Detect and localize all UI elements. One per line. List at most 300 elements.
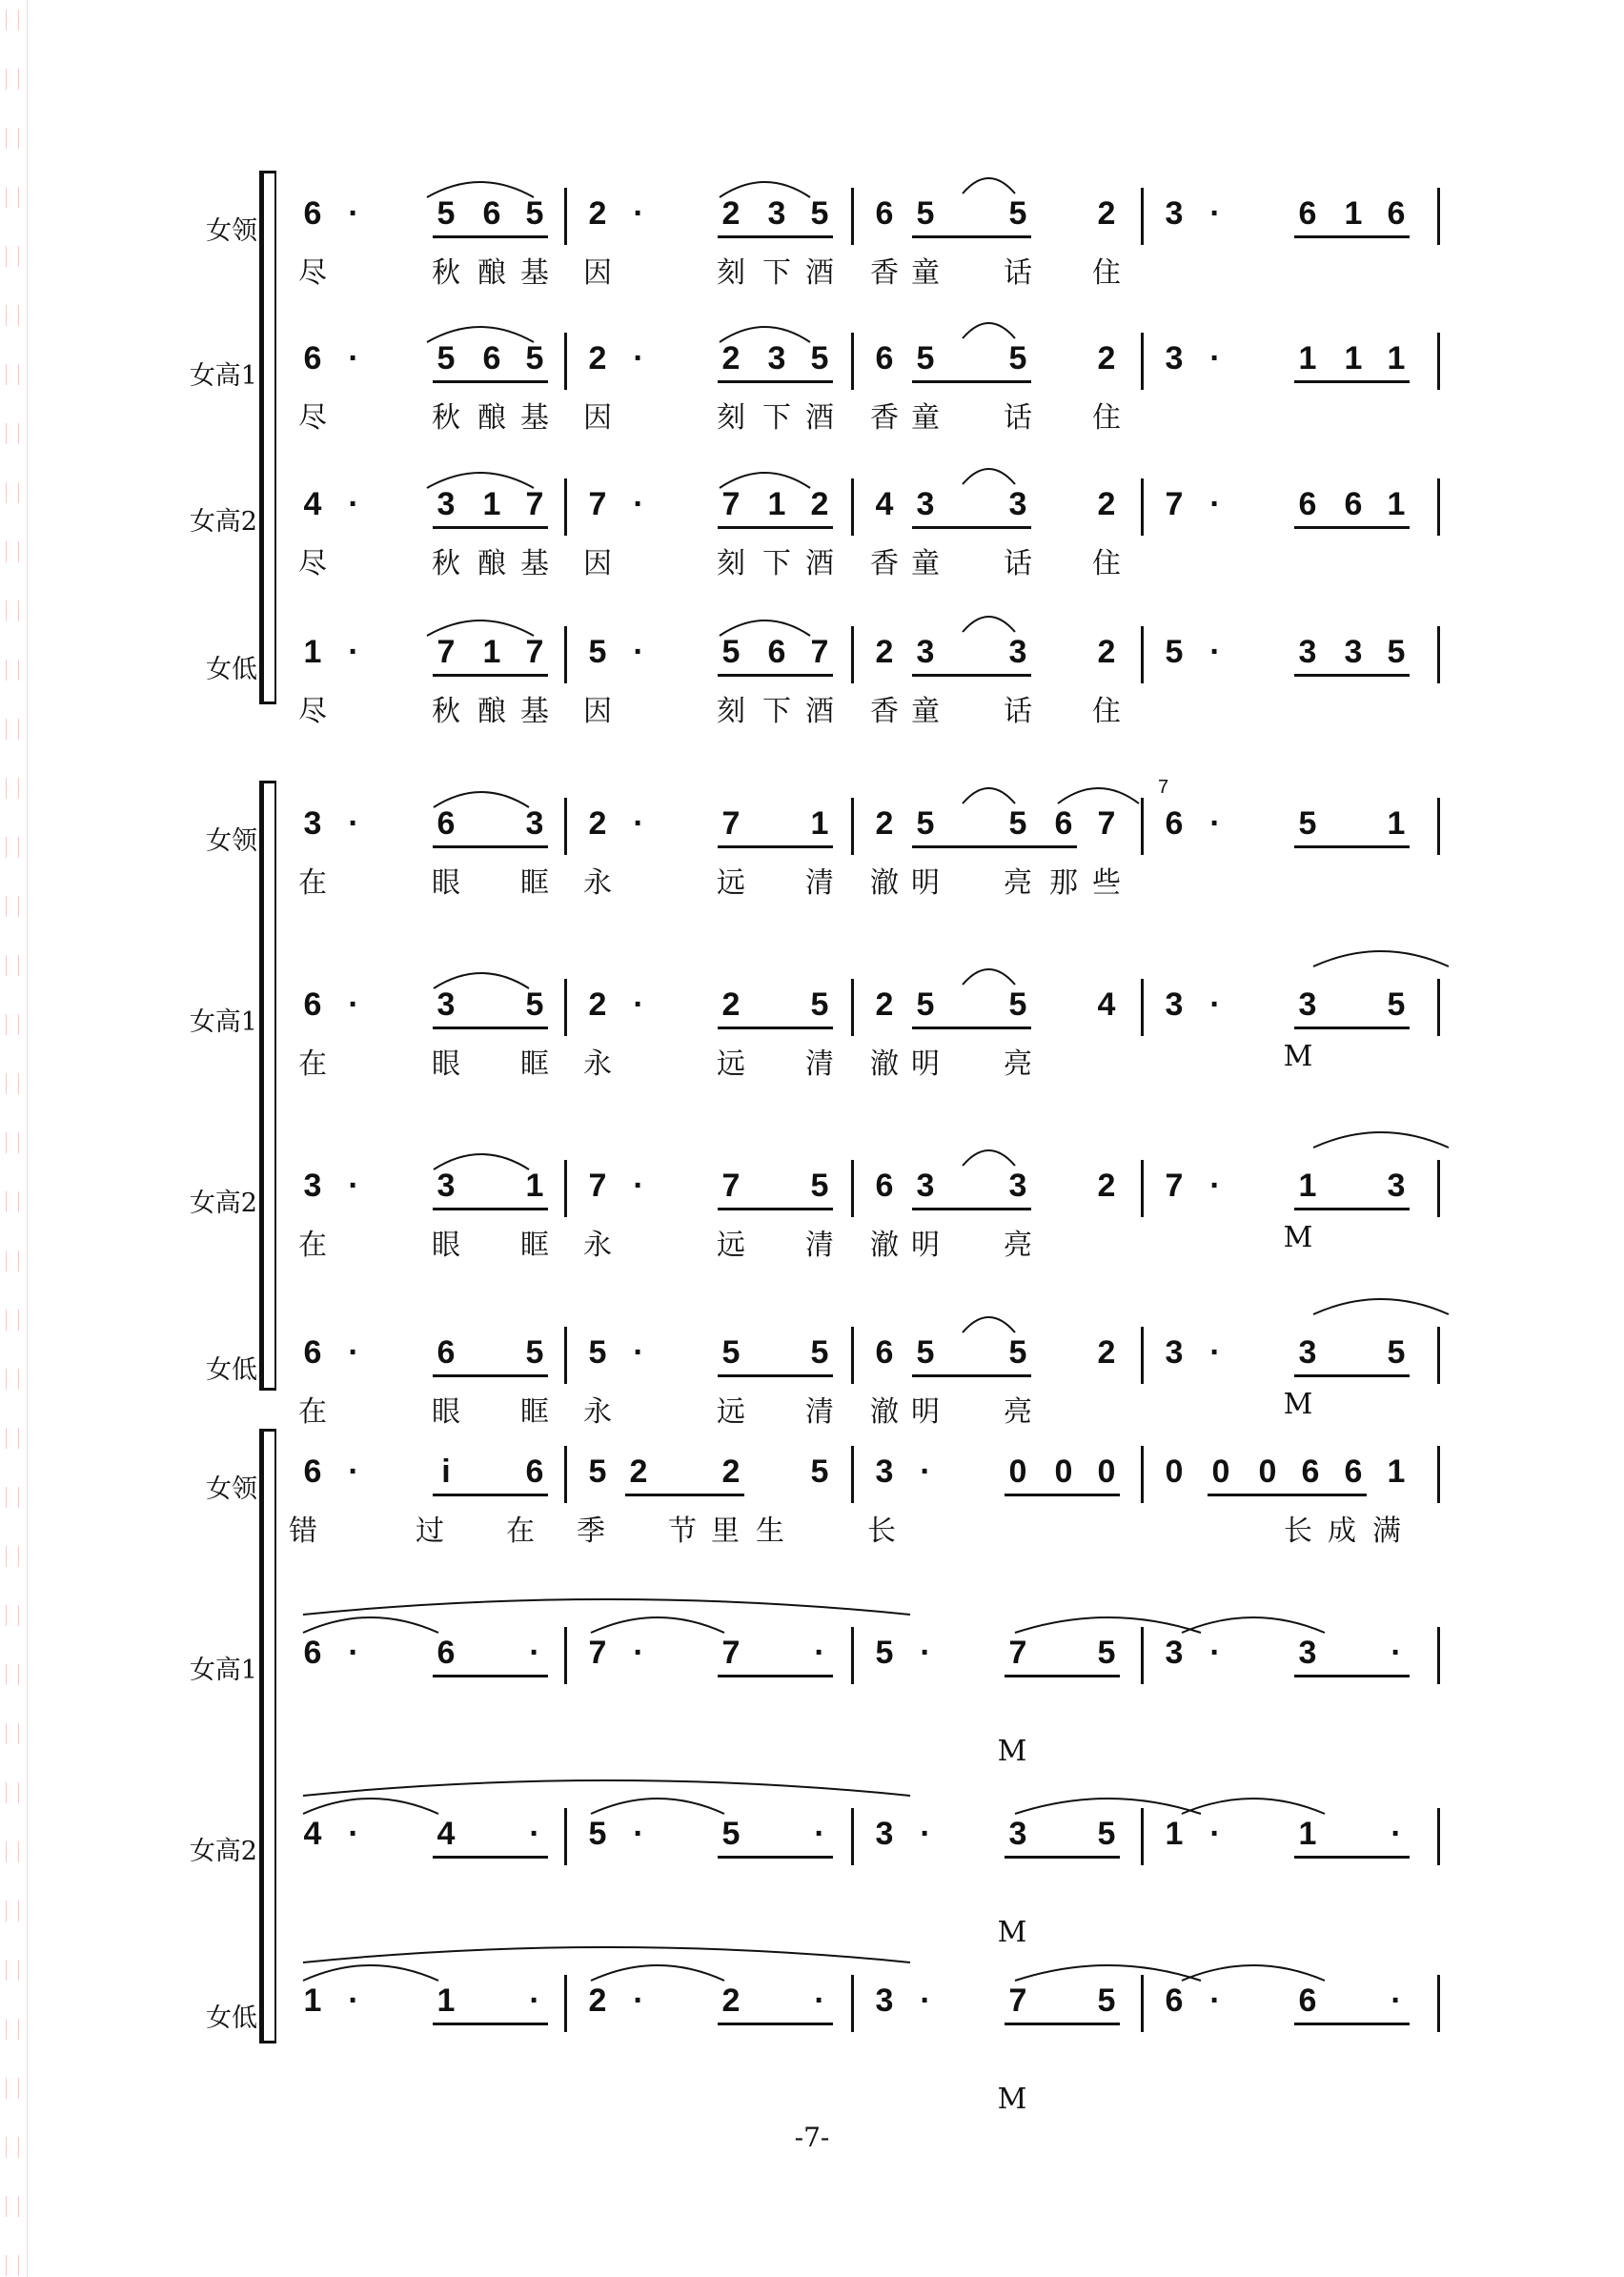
lyric-char: 远: [717, 1395, 745, 1429]
lyric-char: 满: [1372, 1515, 1401, 1548]
note: 3: [1165, 1635, 1184, 1671]
note: ·: [920, 1635, 931, 1671]
note: ·: [633, 1334, 644, 1371]
lyric-char: 澈: [870, 1047, 899, 1081]
note: 0: [1097, 1454, 1116, 1490]
part-label: 女低: [206, 655, 257, 684]
note: 6: [1165, 1982, 1184, 2019]
note: 6: [1344, 1454, 1363, 1490]
note: 5: [588, 634, 607, 670]
note: 5: [525, 986, 544, 1023]
slur: [303, 1947, 910, 1962]
note: 0: [1165, 1454, 1184, 1490]
note: 7: [436, 634, 456, 670]
lyric-char: 因: [583, 547, 612, 580]
note: 1: [303, 1982, 322, 2019]
note: 4: [303, 486, 322, 522]
note: ·: [348, 1454, 359, 1490]
note: 3: [1298, 986, 1317, 1023]
note: 1: [1387, 805, 1406, 842]
lyric-char: 香: [870, 695, 899, 728]
lyric-char: 眼: [432, 1047, 460, 1081]
note: 6: [303, 195, 322, 232]
note: 7: [588, 1635, 607, 1671]
note: ·: [348, 1334, 359, 1371]
note: 4: [303, 1816, 322, 1852]
part-label: 女低: [206, 2003, 257, 2033]
note: ·: [348, 195, 359, 232]
note: ·: [348, 1635, 359, 1671]
note: 7: [525, 634, 544, 670]
note: 7: [721, 486, 741, 522]
lyric-char: 澈: [870, 1229, 899, 1262]
note: 1: [1298, 340, 1317, 376]
note: 2: [588, 195, 607, 232]
note: ·: [633, 1168, 644, 1204]
note: ·: [1209, 486, 1221, 522]
note: ·: [348, 340, 359, 376]
note: 2: [875, 986, 894, 1023]
lyric-char: 明: [911, 1047, 940, 1081]
slur: [591, 1965, 724, 1981]
note: 1: [1344, 195, 1363, 232]
lyric-char: 明: [911, 866, 940, 900]
note: 2: [588, 340, 607, 376]
lyric-char: M: [1283, 1388, 1313, 1421]
note: ·: [348, 486, 359, 522]
note: 2: [721, 1454, 741, 1490]
note: ·: [1391, 1816, 1402, 1852]
lyric-char: 成: [1328, 1515, 1356, 1548]
lyric-char: 酿: [477, 401, 506, 435]
note: 2: [588, 1982, 607, 2019]
note: 5: [588, 1816, 607, 1852]
note: 3: [1387, 1168, 1406, 1204]
note: 6: [1298, 195, 1317, 232]
note: ·: [814, 1635, 825, 1671]
lyric-char: 亮: [1004, 866, 1032, 900]
lyric-char: 眼: [432, 1395, 460, 1429]
note: ·: [814, 1982, 825, 2019]
note: 1: [482, 486, 501, 522]
note: 6: [436, 805, 456, 842]
note: 2: [1097, 486, 1116, 522]
lyric-char: 刻: [717, 547, 745, 580]
lyric-char: 眼: [432, 866, 460, 900]
note: 6: [1054, 805, 1073, 842]
slur: [303, 1965, 438, 1981]
lyric-char: 明: [911, 1395, 940, 1429]
slur: [1015, 1965, 1201, 1981]
lyric-char: 酒: [805, 695, 834, 728]
note: 5: [721, 634, 741, 670]
note: ·: [348, 634, 359, 670]
note: 6: [1344, 486, 1363, 522]
note: 7: [525, 486, 544, 522]
note: 3: [1165, 1334, 1184, 1371]
part-label: 女高1: [189, 1007, 257, 1037]
note: 5: [525, 1334, 544, 1371]
lyric-char: 亮: [1004, 1229, 1032, 1262]
note: 4: [436, 1816, 456, 1852]
note: 1: [767, 486, 786, 522]
note: 5: [1008, 805, 1027, 842]
lyric-char: 长: [1284, 1515, 1312, 1548]
note: 7: [721, 1635, 741, 1671]
note: 5: [1298, 805, 1317, 842]
note: 2: [721, 1982, 741, 2019]
note: 6: [1301, 1454, 1320, 1490]
lyric-char: 童: [911, 695, 940, 728]
note: 6: [525, 1454, 544, 1490]
note: 1: [810, 805, 829, 842]
note: 1: [1387, 486, 1406, 522]
lyric-char: 酿: [477, 695, 506, 728]
lyric-char: 眶: [520, 866, 549, 900]
note: 6: [482, 195, 501, 232]
note: 6: [875, 195, 894, 232]
note: ·: [529, 1982, 540, 2019]
lyric-char: 香: [870, 401, 899, 435]
part-label: 女低: [206, 1355, 257, 1385]
lyric-char: 远: [717, 1047, 745, 1081]
note: 3: [875, 1982, 894, 2019]
note: ·: [633, 1635, 644, 1671]
note: 5: [1008, 195, 1027, 232]
note: 3: [916, 634, 935, 670]
note: 3: [875, 1816, 894, 1852]
note: 5: [810, 1168, 829, 1204]
note: 3: [525, 805, 544, 842]
part-label: 女高1: [189, 1656, 257, 1685]
note: ·: [1209, 340, 1221, 376]
note: 3: [1008, 486, 1027, 522]
lyric-char: 基: [520, 401, 549, 435]
note: 3: [916, 486, 935, 522]
lyric-char: 永: [583, 1229, 612, 1262]
lyric-char: 长: [867, 1515, 896, 1548]
note: 5: [810, 195, 829, 232]
note: 2: [1097, 1168, 1116, 1204]
note: 5: [810, 340, 829, 376]
note: 1: [1298, 1816, 1317, 1852]
lyric-char: 刻: [717, 695, 745, 728]
note: 2: [1097, 1334, 1116, 1371]
note: ·: [1209, 986, 1221, 1023]
lyric-char: 住: [1092, 547, 1121, 580]
lyric-char: 尽: [298, 256, 327, 290]
note: ·: [1209, 1982, 1221, 2019]
note: ·: [920, 1454, 931, 1490]
note: 3: [1298, 634, 1317, 670]
lyric-char: 澈: [870, 866, 899, 900]
note: 2: [810, 486, 829, 522]
lyric-char: 远: [717, 1229, 745, 1262]
note: 7: [588, 1168, 607, 1204]
note: ·: [1209, 634, 1221, 670]
lyric-char: M: [1283, 1221, 1313, 1254]
note: 5: [916, 195, 935, 232]
lyric-char: 永: [583, 1047, 612, 1081]
part-label: 女高2: [189, 1189, 257, 1218]
lyric-char: 在: [506, 1515, 535, 1548]
lyric-char: 眶: [520, 1229, 549, 1262]
note: 5: [525, 340, 544, 376]
note: 2: [721, 340, 741, 376]
note: 3: [436, 486, 456, 522]
note: 1: [1387, 340, 1406, 376]
note: 7: [1008, 1982, 1027, 2019]
lyric-char: 童: [911, 256, 940, 290]
lyric-char: 在: [298, 1395, 327, 1429]
lyric-char: M: [1283, 1040, 1313, 1073]
lyric-char: 清: [805, 1047, 834, 1081]
note: 5: [810, 1334, 829, 1371]
note: 6: [303, 986, 322, 1023]
note: 3: [1008, 634, 1027, 670]
lyric-char: 生: [756, 1515, 784, 1548]
lyric-char: 错: [289, 1515, 317, 1548]
note: ·: [1209, 1168, 1221, 1204]
lyric-char: 话: [1004, 256, 1032, 290]
note: 3: [767, 340, 786, 376]
lyric-char: 眶: [520, 1047, 549, 1081]
note: ·: [1209, 1816, 1221, 1852]
note: 3: [1344, 634, 1363, 670]
slur: [1182, 1965, 1325, 1981]
note: 2: [629, 1454, 648, 1490]
note: 5: [916, 986, 935, 1023]
lyric-char: 亮: [1004, 1395, 1032, 1429]
note: 3: [303, 805, 322, 842]
note: ·: [1209, 195, 1221, 232]
note: ·: [633, 986, 644, 1023]
lyric-char: 在: [298, 1229, 327, 1262]
lyric-char: 秋: [432, 695, 460, 728]
note: 6: [303, 1334, 322, 1371]
note: 2: [721, 986, 741, 1023]
note: ·: [348, 1816, 359, 1852]
lyric-char: 尽: [298, 401, 327, 435]
note: 7: [588, 486, 607, 522]
note: 7: [721, 1168, 741, 1204]
note: 2: [588, 805, 607, 842]
lyric-char: 香: [870, 547, 899, 580]
note: 2: [721, 195, 741, 232]
note: 6: [875, 340, 894, 376]
note: 3: [1165, 340, 1184, 376]
lyric-char: 话: [1004, 547, 1032, 580]
note: 4: [1097, 986, 1116, 1023]
note: 3: [1165, 986, 1184, 1023]
lyric-char: 酿: [477, 547, 506, 580]
note: ·: [1209, 1635, 1221, 1671]
lyric-char: 因: [583, 401, 612, 435]
note: 6: [436, 1334, 456, 1371]
note: 3: [875, 1454, 894, 1490]
note: 1: [1298, 1168, 1317, 1204]
lyric-char: 酒: [805, 401, 834, 435]
note: 2: [875, 634, 894, 670]
note: 3: [916, 1168, 935, 1204]
lyric-char: 住: [1092, 695, 1121, 728]
note: 5: [1008, 986, 1027, 1023]
note: 7: [1165, 1168, 1184, 1204]
lyric-char: 住: [1092, 401, 1121, 435]
grace-note: 7: [1158, 777, 1169, 798]
lyric-char: 些: [1092, 866, 1121, 900]
note: 6: [1298, 486, 1317, 522]
note: 1: [1165, 1816, 1184, 1852]
lyric-char: 下: [762, 547, 791, 580]
note: 5: [525, 195, 544, 232]
lyric-char: 永: [583, 866, 612, 900]
note: 0: [1211, 1454, 1230, 1490]
lyric-char: 话: [1004, 695, 1032, 728]
note: 2: [588, 986, 607, 1023]
lyric-char: 下: [762, 256, 791, 290]
note: ·: [633, 195, 644, 232]
note: ·: [633, 1816, 644, 1852]
note: ·: [633, 340, 644, 376]
lyric-char: 话: [1004, 401, 1032, 435]
lyric-char: 酒: [805, 256, 834, 290]
note: 1: [482, 634, 501, 670]
lyric-char: M: [997, 1735, 1027, 1768]
note: 5: [1097, 1635, 1116, 1671]
lyric-char: M: [997, 2083, 1027, 2116]
note: 5: [1008, 1334, 1027, 1371]
lyric-char: 明: [911, 1229, 940, 1262]
lyric-char: 住: [1092, 256, 1121, 290]
lyric-char: 远: [717, 866, 745, 900]
lyric-char: 下: [762, 401, 791, 435]
note: 5: [588, 1454, 607, 1490]
note: 3: [436, 986, 456, 1023]
lyric-char: 清: [805, 1229, 834, 1262]
note: 5: [1097, 1816, 1116, 1852]
note: 2: [1097, 195, 1116, 232]
note: 0: [1008, 1454, 1027, 1490]
note: 5: [916, 805, 935, 842]
note: 6: [303, 340, 322, 376]
note: 1: [1344, 340, 1363, 376]
lyric-char: 基: [520, 695, 549, 728]
lyric-char: 秋: [432, 401, 460, 435]
note: 5: [1008, 340, 1027, 376]
note: 1: [525, 1168, 544, 1204]
note: 5: [588, 1334, 607, 1371]
note: 3: [1008, 1168, 1027, 1204]
lyric-char: 基: [520, 547, 549, 580]
lyric-char: 永: [583, 1395, 612, 1429]
lyric-char: 眼: [432, 1229, 460, 1262]
lyric-char: 秋: [432, 547, 460, 580]
lyric-char: 里: [711, 1515, 740, 1548]
note: ·: [348, 986, 359, 1023]
lyric-char: 刻: [717, 256, 745, 290]
lyric-char: 尽: [298, 547, 327, 580]
note: ·: [1209, 1334, 1221, 1371]
note: 2: [875, 805, 894, 842]
note: 3: [1165, 195, 1184, 232]
note: 6: [1298, 1982, 1317, 2019]
part-label: 女高1: [189, 361, 257, 391]
part-label: 女领: [206, 1474, 257, 1504]
lyric-char: 因: [583, 695, 612, 728]
note: 5: [1387, 634, 1406, 670]
page-number: -7-: [794, 2122, 830, 2153]
note: 3: [1298, 1334, 1317, 1371]
note: 3: [1298, 1635, 1317, 1671]
part-label: 女领: [206, 826, 257, 856]
note: 5: [916, 340, 935, 376]
note: ·: [529, 1816, 540, 1852]
lyric-char: 基: [520, 256, 549, 290]
note: 1: [436, 1982, 456, 2019]
lyric-char: 秋: [432, 256, 460, 290]
lyric-char: 因: [583, 256, 612, 290]
note: 2: [1097, 340, 1116, 376]
lyric-char: 下: [762, 695, 791, 728]
note: 6: [875, 1334, 894, 1371]
part-label: 女高2: [189, 1837, 257, 1866]
note: ·: [1391, 1635, 1402, 1671]
note: 5: [1097, 1982, 1116, 2019]
part-label: 女领: [206, 216, 257, 246]
part-label: 女高2: [189, 507, 257, 537]
note: ·: [1391, 1982, 1402, 2019]
note: i: [441, 1454, 451, 1490]
note: 7: [810, 634, 829, 670]
note: 0: [1054, 1454, 1073, 1490]
note: ·: [1209, 805, 1221, 842]
lyric-char: 清: [805, 866, 834, 900]
note: 6: [303, 1635, 322, 1671]
note: 7: [721, 805, 741, 842]
lyric-char: 节: [668, 1515, 697, 1548]
note: 5: [810, 1454, 829, 1490]
note: ·: [920, 1982, 931, 2019]
lyric-char: 清: [805, 1395, 834, 1429]
note: 0: [1258, 1454, 1277, 1490]
note: 5: [1387, 986, 1406, 1023]
note: 3: [303, 1168, 322, 1204]
note: 1: [303, 634, 322, 670]
note: 6: [875, 1168, 894, 1204]
note: ·: [348, 805, 359, 842]
lyric-char: 在: [298, 866, 327, 900]
note: ·: [529, 1635, 540, 1671]
lyric-char: 童: [911, 547, 940, 580]
note: 7: [1008, 1635, 1027, 1671]
lyric-char: M: [997, 1916, 1027, 1949]
note: 6: [436, 1635, 456, 1671]
lyric-char: 澈: [870, 1395, 899, 1429]
note: 6: [1165, 805, 1184, 842]
note: 6: [303, 1454, 322, 1490]
lyric-char: 刻: [717, 401, 745, 435]
lyric-char: 酒: [805, 547, 834, 580]
lyric-char: 童: [911, 401, 940, 435]
lyric-char: 酿: [477, 256, 506, 290]
note: 5: [721, 1816, 741, 1852]
note: ·: [920, 1816, 931, 1852]
lyric-char: 眶: [520, 1395, 549, 1429]
lyric-char: 尽: [298, 695, 327, 728]
note: 5: [916, 1334, 935, 1371]
note: 6: [482, 340, 501, 376]
